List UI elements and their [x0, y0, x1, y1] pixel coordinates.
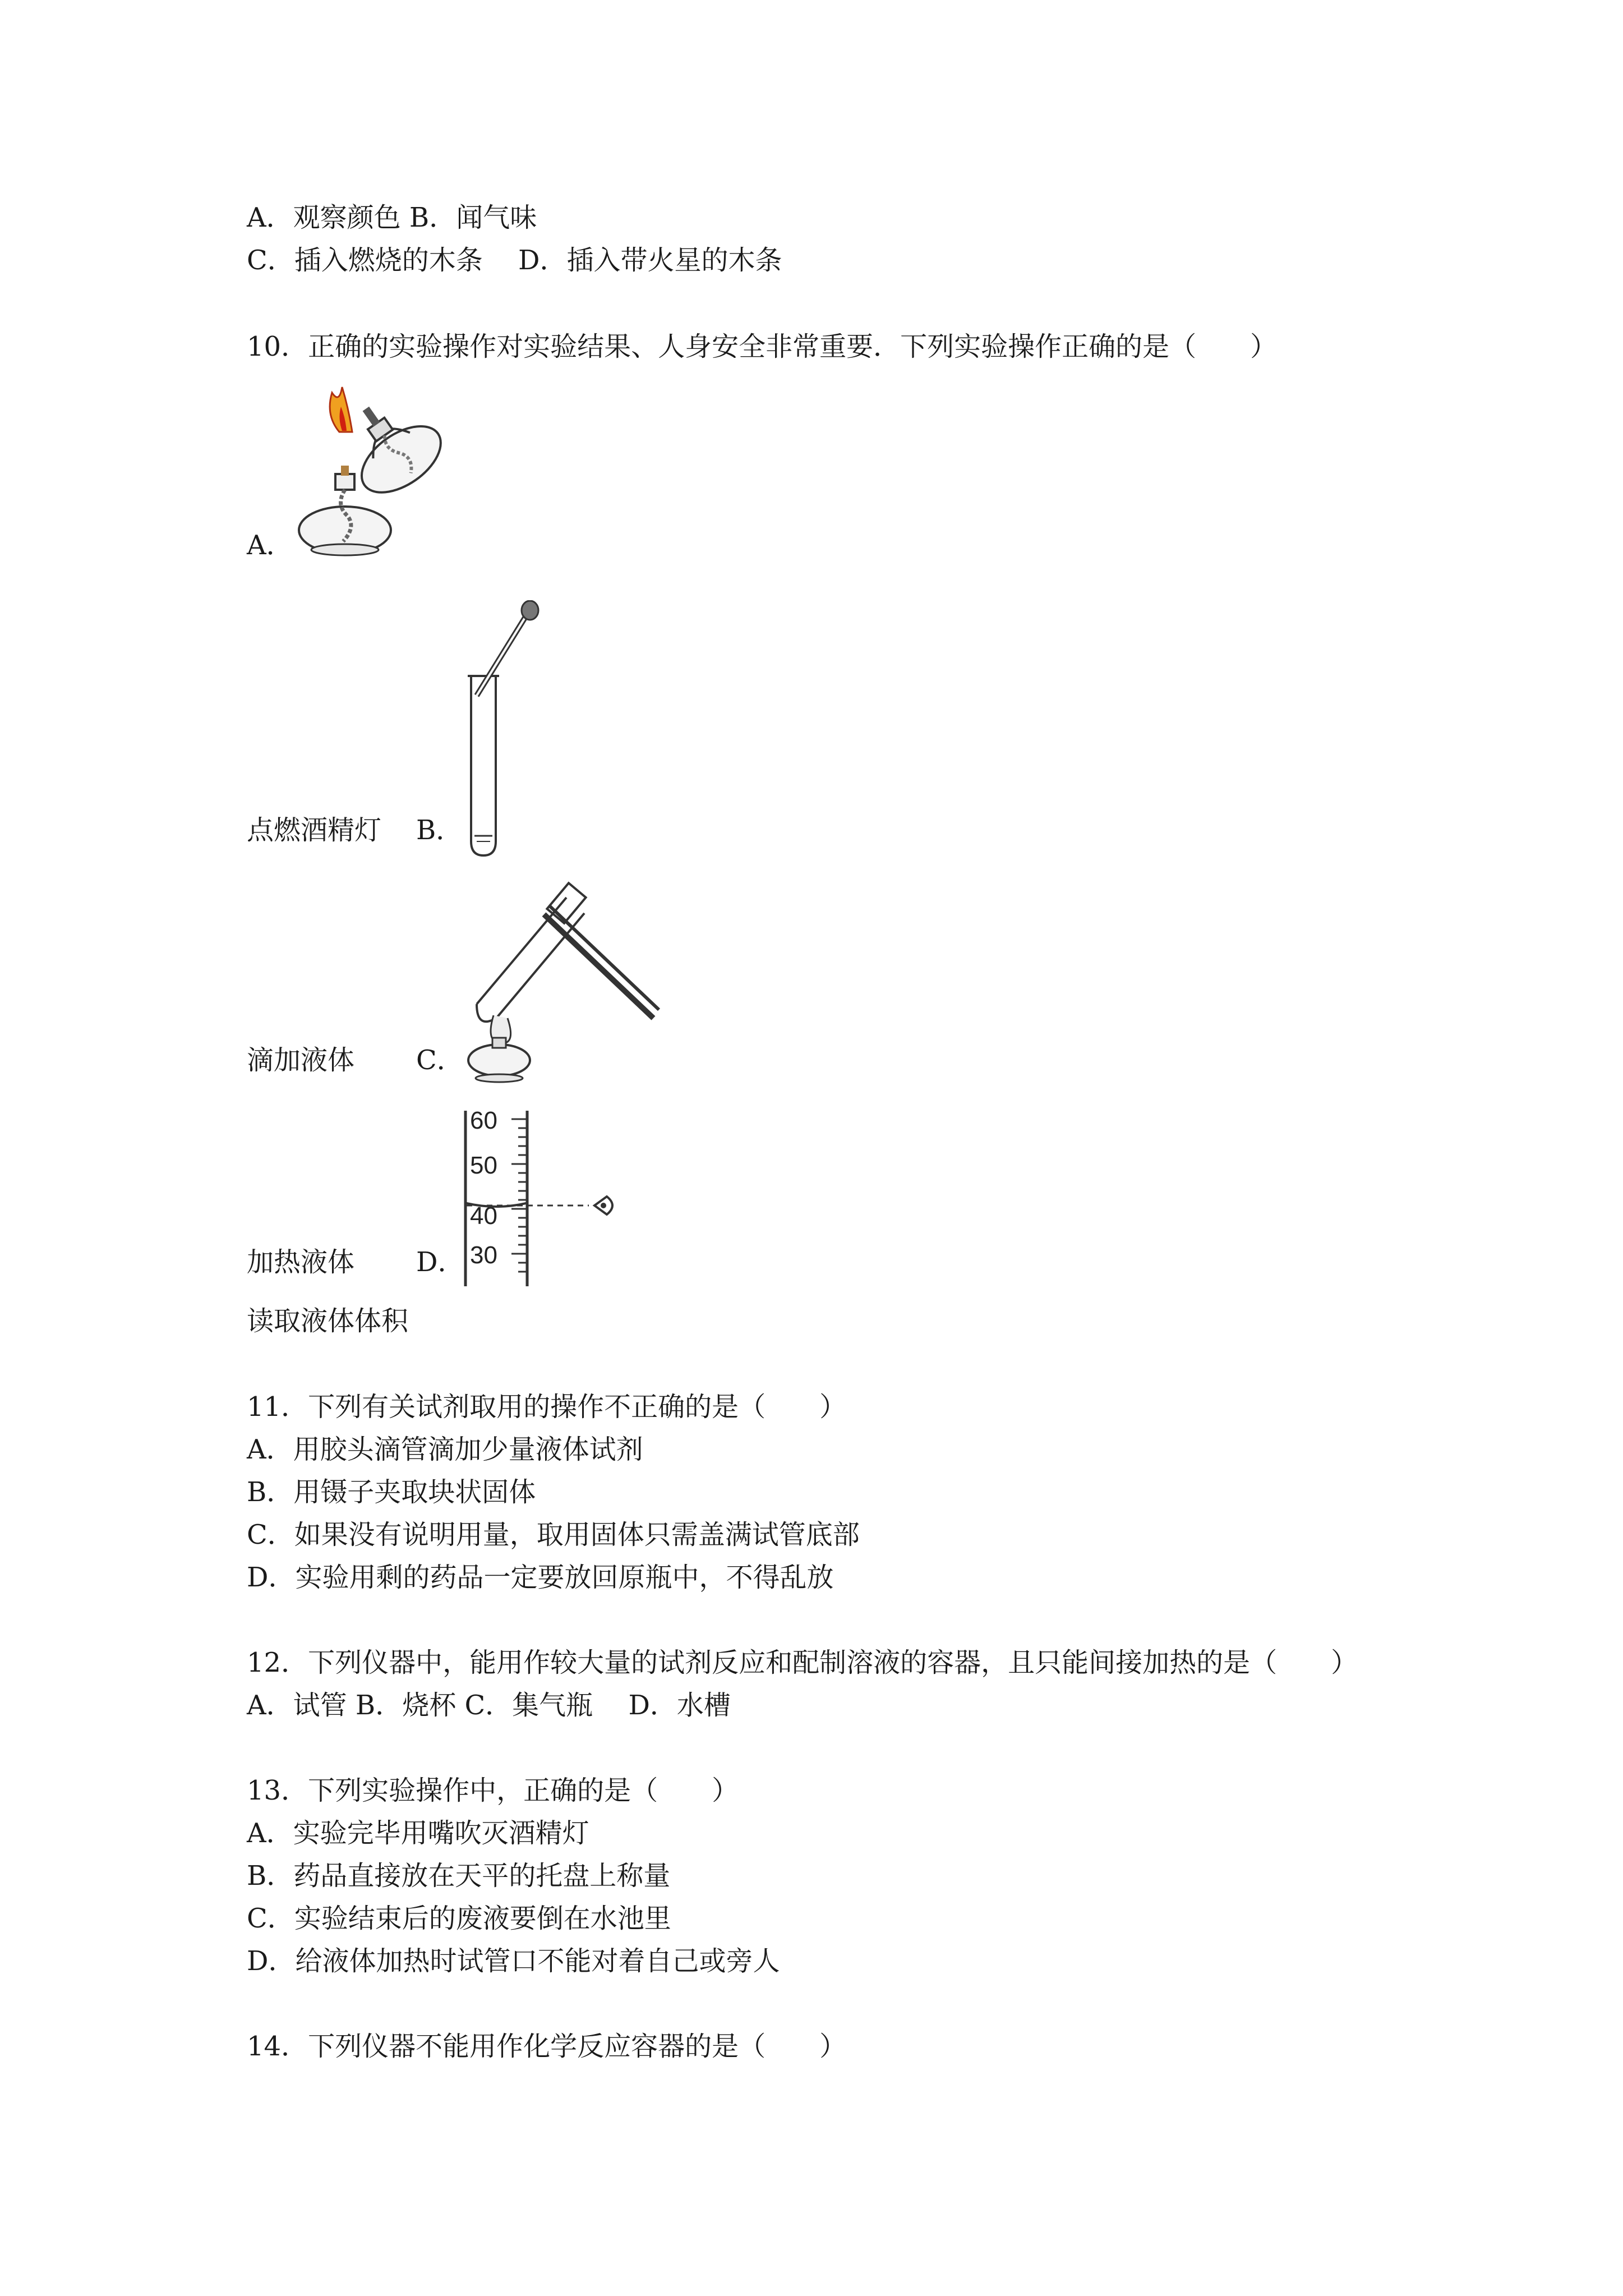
cylinder-tick-40: 40 — [470, 1202, 497, 1230]
cylinder-tick-50: 50 — [470, 1152, 497, 1179]
q13-option-a: A．实验完毕用嘴吹灭酒精灯 — [247, 1818, 589, 1849]
q10-option-b-marker: B． — [416, 815, 463, 846]
q10-option-d-marker: D． — [416, 1246, 465, 1278]
q9-options-ab: A．观察颜色 B．闻气味 — [247, 202, 537, 233]
q13-option-c: C．实验结束后的废液要倒在水池里 — [247, 1903, 671, 1934]
figure-lighting-alcohol-lamp — [286, 381, 454, 567]
figure-heating-liquid-test-tube — [454, 875, 667, 1088]
q10-option-a-caption: 点燃酒精灯 — [247, 815, 382, 846]
q10-option-a-marker: A． — [247, 530, 293, 561]
q13-stem: 13．下列实验操作中，正确的是（ ） — [247, 1775, 739, 1806]
q11-option-b: B．用镊子夹取块状固体 — [247, 1476, 536, 1508]
q11-option-d: D．实验用剩的药品一定要放回原瓶中，不得乱放 — [247, 1562, 834, 1593]
q12-stem: 12．下列仪器中，能用作较大量的试剂反应和配制溶液的容器，且只能间接加热的是（ ） — [247, 1647, 1358, 1678]
cylinder-tick-30: 30 — [470, 1241, 497, 1269]
q10-option-d-caption: 读取液体体积 — [247, 1305, 409, 1337]
q13-option-d: D．给液体加热时试管口不能对着自己或旁人 — [247, 1945, 780, 1977]
q10-option-c-marker: C． — [416, 1045, 464, 1076]
cylinder-tick-60: 60 — [470, 1108, 497, 1134]
q14-stem: 14．下列仪器不能用作化学反应容器的是（ ） — [247, 2031, 847, 2062]
q13-option-b: B．药品直接放在天平的托盘上称量 — [247, 1860, 671, 1892]
q11-option-a: A．用胶头滴管滴加少量液体试剂 — [247, 1434, 643, 1465]
figure-reading-graduated-cylinder — [460, 1108, 639, 1293]
figure-dropper-into-test-tube — [460, 600, 550, 858]
q10-stem: 10．正确的实验操作对实验结果、人身安全非常重要．下列实验操作正确的是（ ） — [247, 331, 1278, 362]
q10-option-c-caption: 加热液体 — [247, 1246, 355, 1278]
q11-stem: 11．下列有关试剂取用的操作不正确的是（ ） — [247, 1391, 847, 1423]
q12-options: A．试管 B．烧杯 C．集气瓶 D．水槽 — [247, 1690, 731, 1721]
q10-option-b-caption: 滴加液体 — [247, 1045, 355, 1076]
q11-option-c: C．如果没有说明用量，取用固体只需盖满试管底部 — [247, 1519, 860, 1550]
q9-options-cd: C．插入燃烧的木条 D．插入带火星的木条 — [247, 245, 782, 276]
